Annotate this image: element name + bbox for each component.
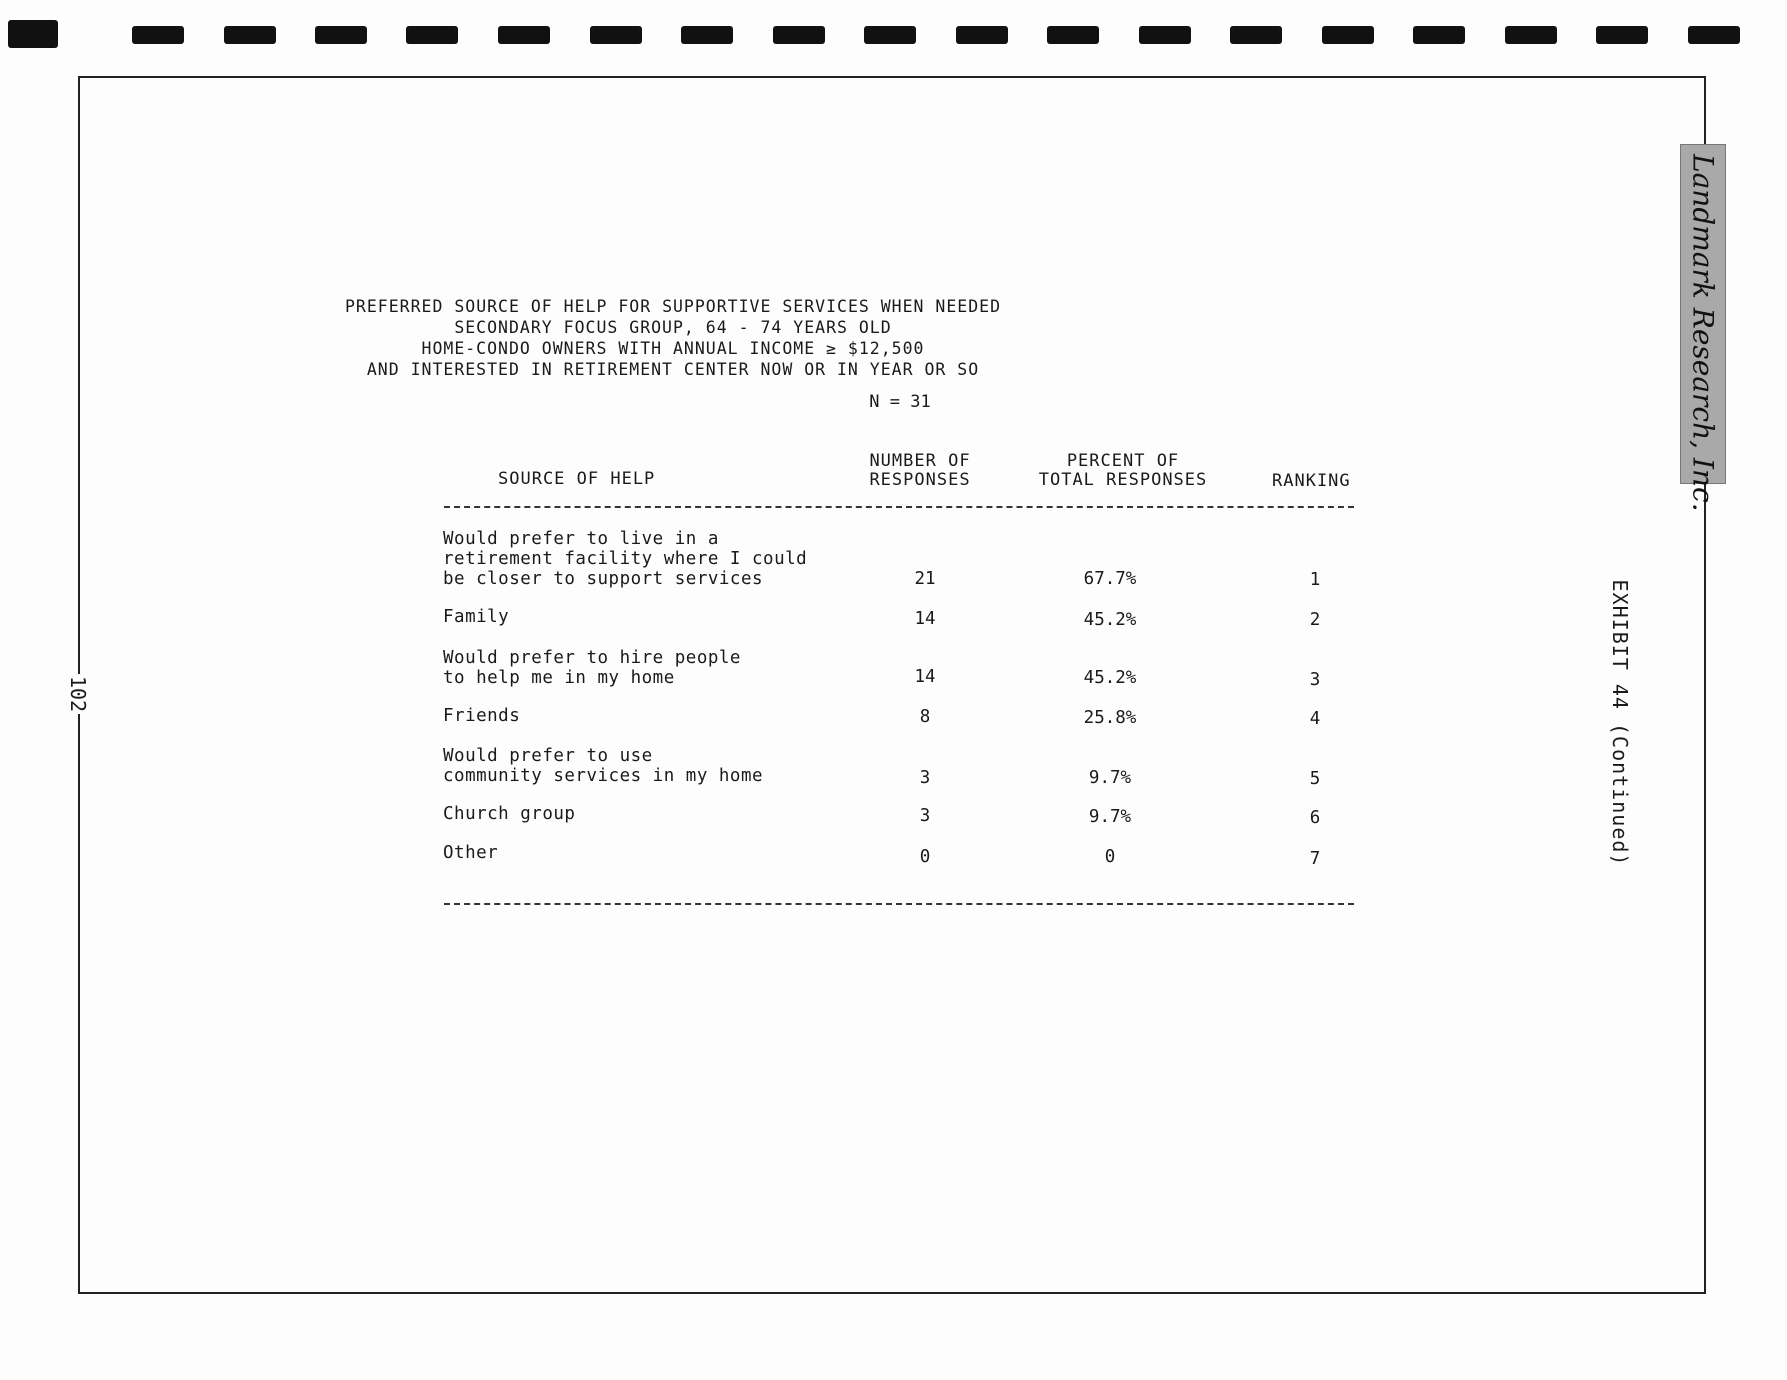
- row-rank: 3: [1309, 670, 1321, 690]
- punch-hole-strip: [0, 20, 1787, 48]
- row-rank: 1: [1309, 570, 1321, 590]
- row-source: Friends: [443, 706, 521, 726]
- punch-hole: [1230, 26, 1282, 44]
- title-line-1: PREFERRED SOURCE OF HELP FOR SUPPORTIVE SERVICES WHEN NEEDED: [344, 297, 1002, 316]
- header-percent-line1: PERCENT OF: [1066, 451, 1180, 471]
- punch-hole: [1505, 26, 1557, 44]
- title-line-2: SECONDARY FOCUS GROUP, 64 - 74 YEARS OLD: [454, 318, 892, 337]
- punch-hole: [406, 26, 458, 44]
- row-source: Would prefer to hire people to help me in my home: [443, 648, 741, 688]
- row-percent: 45.2%: [1083, 668, 1137, 688]
- row-number: 14: [914, 667, 936, 687]
- row-percent: 0: [1104, 847, 1116, 867]
- punch-hole: [8, 20, 58, 48]
- header-divider: [444, 506, 1354, 508]
- punch-hole: [590, 26, 642, 44]
- title-line-4: AND INTERESTED IN RETIREMENT CENTER NOW OR IN YEAR OR SO: [366, 360, 980, 379]
- punch-hole: [1047, 26, 1099, 44]
- row-source: Church group: [443, 804, 576, 824]
- row-percent: 9.7%: [1088, 768, 1132, 788]
- header-number-line1: NUMBER OF: [869, 451, 971, 471]
- row-number: 8: [919, 707, 931, 727]
- punch-hole: [956, 26, 1008, 44]
- header-ranking: RANKING: [1272, 471, 1351, 491]
- row-rank: 4: [1309, 709, 1321, 729]
- punch-hole: [132, 26, 184, 44]
- row-source: Would prefer to live in a retirement facility where I could be closer to support services: [443, 529, 808, 589]
- row-rank: 2: [1309, 610, 1321, 630]
- row-number: 3: [919, 768, 931, 788]
- footer-divider: [444, 903, 1354, 905]
- punch-hole: [1688, 26, 1740, 44]
- punch-hole: [1139, 26, 1191, 44]
- header-percent: [1028, 452, 1218, 490]
- header-number: [855, 452, 985, 490]
- exhibit-label: EXHIBIT 44 (Continued): [1608, 579, 1632, 867]
- row-number: 3: [919, 806, 931, 826]
- row-percent: 45.2%: [1083, 610, 1137, 630]
- row-source: Family: [443, 607, 510, 627]
- punch-hole: [224, 26, 276, 44]
- row-rank: 6: [1309, 808, 1321, 828]
- title-line-3: HOME-CONDO OWNERS WITH ANNUAL INCOME ≥ $12,500: [421, 339, 925, 358]
- header-source: SOURCE OF HELP: [498, 469, 656, 489]
- page-number: 102: [66, 675, 90, 713]
- punch-hole: [773, 26, 825, 44]
- punch-hole: [1596, 26, 1648, 44]
- row-number: 21: [914, 569, 936, 589]
- row-source: Other: [443, 843, 499, 863]
- punch-hole: [681, 26, 733, 44]
- punch-hole: [864, 26, 916, 44]
- row-source: Would prefer to use community services in my home: [443, 746, 764, 786]
- punch-hole: [1322, 26, 1374, 44]
- header-percent-line2: TOTAL RESPONSES: [1038, 470, 1208, 490]
- row-percent: 25.8%: [1083, 708, 1137, 728]
- row-percent: 9.7%: [1088, 807, 1132, 827]
- row-rank: 7: [1309, 849, 1321, 869]
- punch-hole: [1413, 26, 1465, 44]
- row-number: 14: [914, 609, 936, 629]
- row-rank: 5: [1309, 769, 1321, 789]
- sample-size: N = 31: [869, 392, 931, 412]
- company-logo-tab: [1680, 144, 1726, 512]
- punch-hole: [498, 26, 550, 44]
- punch-hole: [315, 26, 367, 44]
- table-title: [344, 296, 1002, 380]
- header-number-line2: RESPONSES: [869, 470, 971, 490]
- row-percent: 67.7%: [1083, 569, 1137, 589]
- company-logo: Landmark Research, Inc.: [1686, 154, 1720, 512]
- row-number: 0: [919, 847, 931, 867]
